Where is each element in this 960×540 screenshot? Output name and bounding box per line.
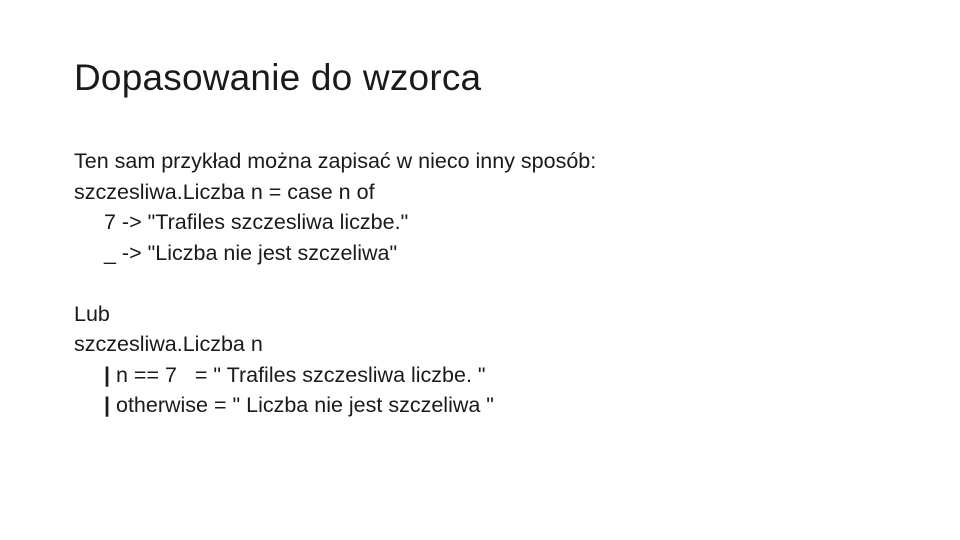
lub-text: Lub — [74, 301, 110, 326]
slide-body — [74, 146, 894, 421]
guard-code-header: szczesliwa.Liczba n — [74, 332, 263, 356]
guard-bar: | — [104, 393, 111, 417]
case-code-line-2: _ -> "Liczba nie jest szczeliwa" — [104, 240, 398, 265]
guard-code-line-1 — [74, 360, 894, 391]
guard-line-1-text: n == 7 = " Trafiles szczesliwa liczbe. " — [110, 362, 486, 387]
spacer — [74, 268, 894, 299]
case-code-line-1: 7 -> "Trafiles szczesliwa liczbe." — [104, 210, 409, 234]
intro-text: Ten sam przykład można zapisać w nieco inny sposób: — [74, 149, 597, 173]
case-code-header: szczesliwa.Liczba n = case n of — [74, 179, 375, 204]
guard-code-line-2 — [74, 390, 894, 421]
slide-title: Dopasowanie do wzorca — [74, 57, 482, 98]
guard-line-2-text: otherwise = " Liczba nie jest szczeliwa " — [110, 393, 494, 417]
guard-bar: | — [104, 362, 111, 387]
